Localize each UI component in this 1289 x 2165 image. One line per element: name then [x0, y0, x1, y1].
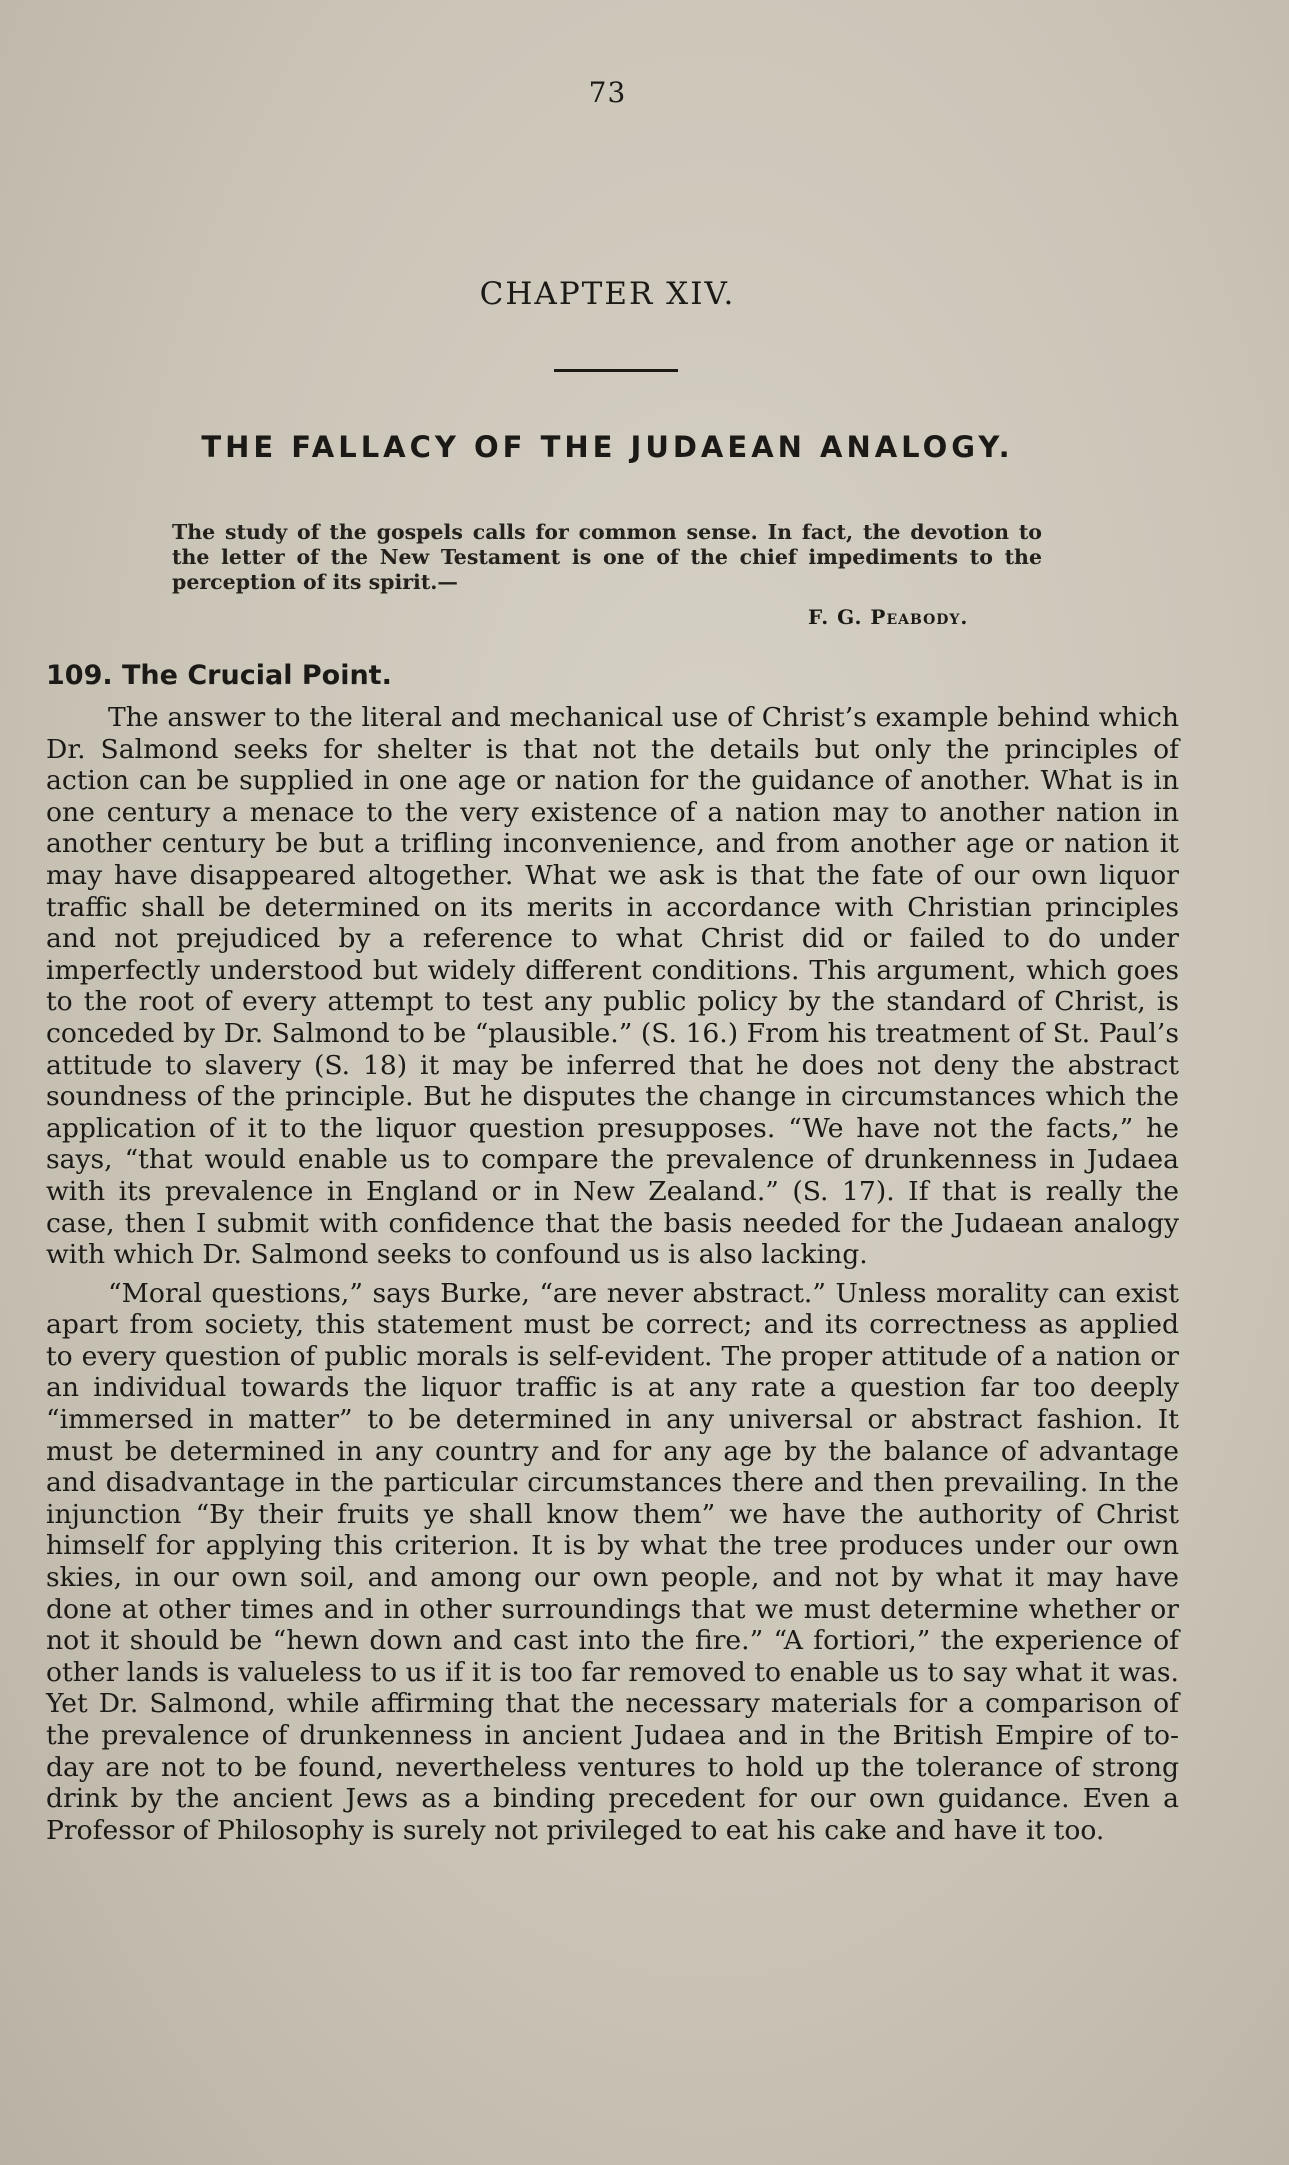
divider-rule — [554, 369, 678, 372]
body-text — [46, 702, 1179, 1853]
section-heading: 109. The Crucial Point. — [46, 660, 392, 691]
paragraph-1: The answer to the literal and mechanical use of Christ’s example behind which Dr. Salmond seeks for shelter is that not the details but only the principles of action can be supplied in one age or nation for the guidance of another. What is in one century a menace to the very existence of a nation may to another nation in another century be but a trifling inconvenience, and from another age or nation it may have disappeared altogether. What we ask is that the fate of our own liquor traffic shall be determined on its merits in accordance with Christian principles and not prejudiced by a reference to what Christ did or failed to do under imperfectly understood but widely different conditions. This argument, which goes to the root of every attempt to test any public policy by the standard of Christ, is conceded by Dr. Salmond to be “plausible.” (S. 16.) From his treatment of St. Paul’s attitude to slavery (S. 18) it may be inferred that he does not deny the abstract soundness of the principle. But he disputes the change in circumstances which the application of it to the liquor question presupposes. “We have not the facts,” he says, “that would enable us to compare the prevalence of drunkenness in Judaea with its prevalence in England or in New Zealand.” (S. 17). If that is really the case, then I submit with confidence that the basis needed for the Judaean analogy with which Dr. Salmond seeks to confound us is also lacking. — [46, 702, 1179, 1271]
chapter-title: THE FALLACY OF THE JUDAEAN ANALOGY. — [201, 430, 1014, 464]
page-number: 73 — [588, 76, 627, 109]
chapter-heading: CHAPTER XIV. — [479, 276, 736, 312]
epigraph-attribution: F. G. Peabody. — [808, 605, 969, 629]
epigraph-quote: The study of the gospels calls for common sense. In fact, the devotion to the letter of the New Testament is one of the chief impediments to the perception of its spirit.— — [172, 520, 1042, 594]
paragraph-2: “Moral questions,” says Burke, “are never abstract.” Unless morality can exist apart from society, this statement must be correct; and its correctness as applied to every question of public morals is self-evident. The proper attitude of a nation or an individual towards the liquor traffic is at any rate a question far too deeply “immersed in matter” to be determined in any universal or abstract fashion. It must be determined in any country and for any age by the balance of advantage and disadvantage in the particular circumstances there and then prevailing. In the injunction “By their fruits ye shall know them” we have the authority of Christ himself for applying this criterion. It is by what the tree produces under our own skies, in our own soil, and among our own people, and not by what it may have done at other times and in other surroundings that we must determine whether or not it should be “hewn down and cast into the fire.” “A fortiori,” the experience of other lands is valueless to us if it is too far removed to enable us to say what it was. Yet Dr. Salmond, while affirming that the necessary materials for a comparison of the prevalence of drunkenness in ancient Judaea and in the British Empire of to-day are not to be found, nevertheless ventures to hold up the tolerance of strong drink by the ancient Jews as a binding precedent for our own guidance. Even a Professor of Philosophy is surely not privileged to eat his cake and have it too. — [46, 1277, 1179, 1846]
